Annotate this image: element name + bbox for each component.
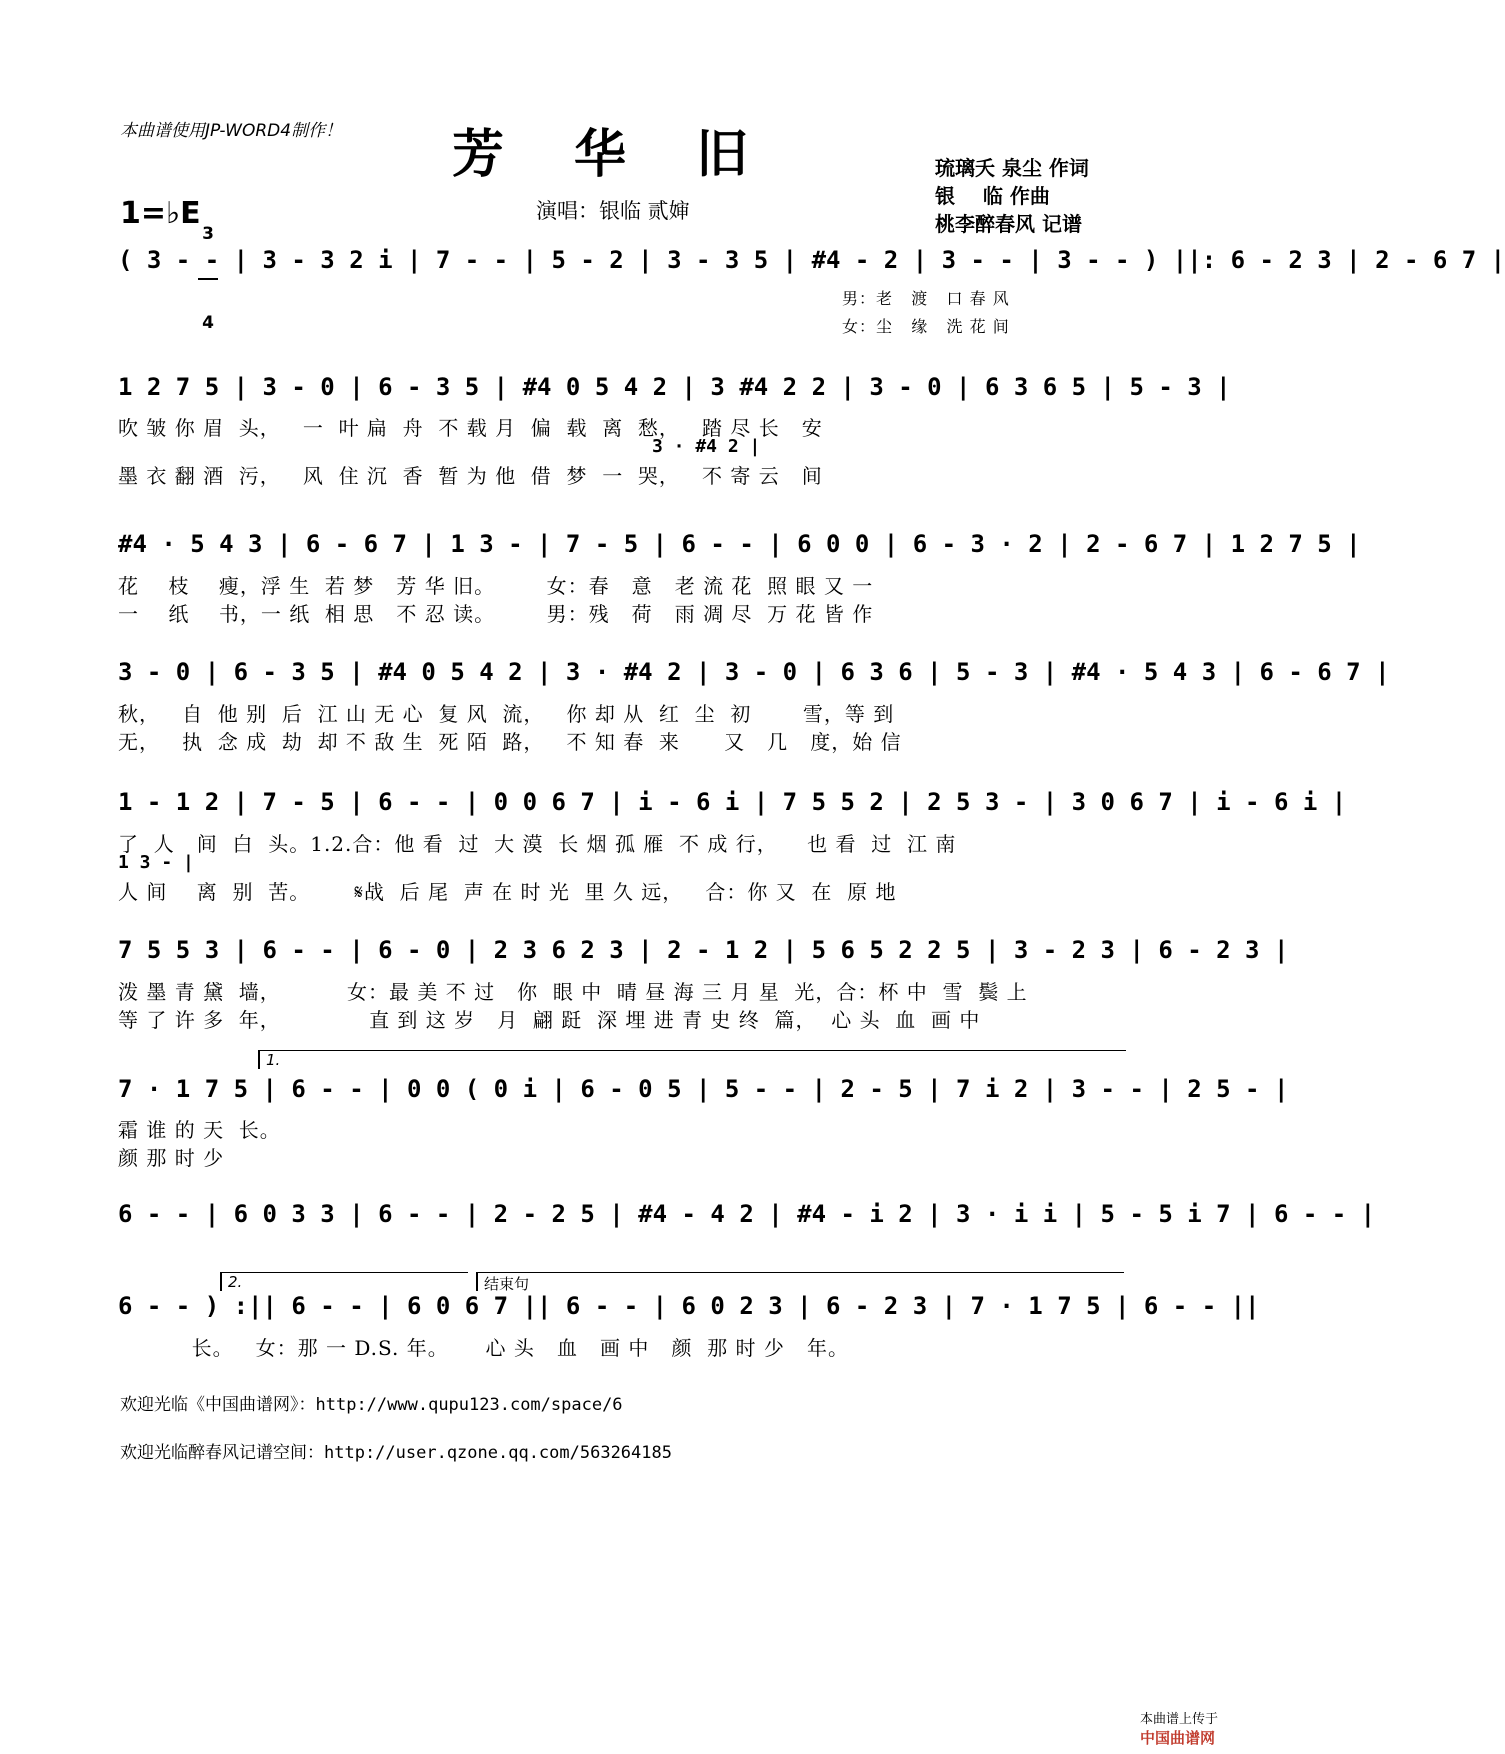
lyric-line: 吹 皱 你 眉 头， 一 叶 扁 舟 不 载 月 偏 载 离 愁， 踏 尽 长 安 [118,416,823,440]
time-signature-bottom: 4 [202,313,214,333]
lyric-line: 秋， 自 他 别 后 江 山 无 心 复 风 流， 你 却 从 红 尘 初 雪，等 到 [118,702,895,726]
watermark [1132,1693,1218,1748]
notation-line: 3 - 0 | 6 - 3 5 | #4 0 5 4 2 | 3 · #4 2 | 3 - 0 | 6 3 6 | 5 - 3 | #4 · 5 4 3 | 6 - 6 7 | [118,658,1390,686]
lyric-line: 人 间 离 别 苦。 𝄋战 后 尾 声 在 时 光 里 久 远， 合：你 又 在 原 地 [118,880,897,904]
alternate-notation: 1 3 - | [118,852,194,873]
notation-line: 6 - - ) :|| 6 - - | 6 0 6 7 || 6 - - | 6 0 2 3 | 6 - 2 3 | 7 · 1 7 5 | 6 - - || [118,1292,1260,1320]
watermark-prefix: 本曲谱上传于 [1139,1712,1218,1727]
footer-link-qzone: 欢迎光临醉春风记谱空间：http://user.qzone.qq.com/563264185 [120,1443,672,1463]
notation-line: 7 5 5 3 | 6 - - | 6 - 0 | 2 3 6 2 3 | 2 - 1 2 | 5 6 5 2 2 5 | 3 - 2 3 | 6 - 2 3 | [118,936,1289,964]
lyric-line: 男：老 渡 口 春 风 [842,289,1010,308]
notation-line: 1 2 7 5 | 3 - 0 | 6 - 3 5 | #4 0 5 4 2 | 3 #4 2 2 | 3 - 0 | 6 3 6 5 | 5 - 3 | [118,373,1231,401]
volta-bracket-2: 2. [220,1272,468,1291]
song-title: 芳华旧 [452,124,819,185]
singer-credit: 演唱：银临 贰婶 [536,199,690,223]
lyric-line: 泼 墨 青 黛 墙， 女：最 美 不 过 你 眼 中 晴 昼 海 三 月 星 光，合：杯 中 雪 鬓 上 [118,980,1028,1004]
notation-line: 6 - - | 6 0 3 3 | 6 - - | 2 - 2 5 | #4 - 4 2 | #4 - i 2 | 3 · i i | 5 - 5 i 7 | 6 - - | [118,1200,1376,1228]
footer-link-qupu: 欢迎光临《中国曲谱网》：http://www.qupu123.com/space/6 [120,1395,623,1415]
lyric-line: 霜 谁 的 天 长。 [118,1118,281,1142]
ending-label: 结束句 [476,1272,1124,1291]
transcriber-credit: 桃李醉春风 记谱 [935,212,1082,236]
software-notice: 本曲谱使用JP-WORD4制作！ [120,121,343,141]
time-signature-top: 3 [202,224,214,244]
notation-line: #4 · 5 4 3 | 6 - 6 7 | 1 3 - | 7 - 5 | 6 - - | 6 0 0 | 6 - 3 · 2 | 2 - 6 7 | 1 2 7 5 | [118,530,1361,558]
lyric-line: 花 枝 瘦，浮 生 若 梦 芳 华 旧。 女：春 意 老 流 花 照 眼 又 一 [118,574,874,598]
lyric-line: 女：尘 缘 洗 花 间 [842,317,1010,336]
alternate-notation: 3 · #4 2 | [652,436,761,457]
watermark-brand: 中国曲谱网 [1139,1729,1215,1747]
lyric-line: 了 人 间 白 头。1.2.合：他 看 过 大 漠 长 烟 孤 雁 不 成 行， 也 看 过 江 南 [118,832,957,856]
notation-line: ( 3 - - | 3 - 3 2 i | 7 - - | 5 - 2 | 3 - 3 5 | #4 - 2 | 3 - - | 3 - - ) ||: 6 - 2 3 | 2 - 6 7 | [118,246,1505,274]
time-signature-divider [198,278,218,280]
lyric-line: 等 了 许 多 年， 直 到 这 岁 月 翩 跹 深 埋 进 青 史 终 篇， 心 头 血 画 中 [118,1008,981,1032]
notation-line: 7 · 1 7 5 | 6 - - | 0 0 ( 0 i | 6 - 0 5 | 5 - - | 2 - 5 | 7 i 2 | 3 - - | 2 5 - | [118,1075,1289,1103]
lyric-line: 无， 执 念 成 劫 却 不 敌 生 死 陌 路， 不 知 春 来 又 几 度，始 信 [118,730,902,754]
lyric-line: 长。 女：那 一 D.S. 年。 心 头 血 画 中 颜 那 时 少 年。 [118,1336,849,1360]
volta-bracket-1: 1. [258,1050,1126,1069]
key-signature: 1=♭E [120,196,201,231]
composer-credit: 银 临 作曲 [935,184,1050,208]
lyricist-credit: 琉璃夭 泉尘 作词 [935,156,1089,180]
lyric-line: 一 纸 书，一 纸 相 思 不 忍 读。 男：残 荷 雨 凋 尽 万 花 皆 作 [118,602,874,626]
lyric-line: 墨 衣 翻 酒 污， 风 住 沉 香 暂 为 他 借 梦 一 哭， 不 寄 云 间 [118,464,823,488]
lyric-line: 颜 那 时 少 [118,1146,225,1170]
notation-line: 1 - 1 2 | 7 - 5 | 6 - - | 0 0 6 7 | i - 6 i | 7 5 5 2 | 2 5 3 - | 3 0 6 7 | i - 6 i | [118,788,1347,816]
